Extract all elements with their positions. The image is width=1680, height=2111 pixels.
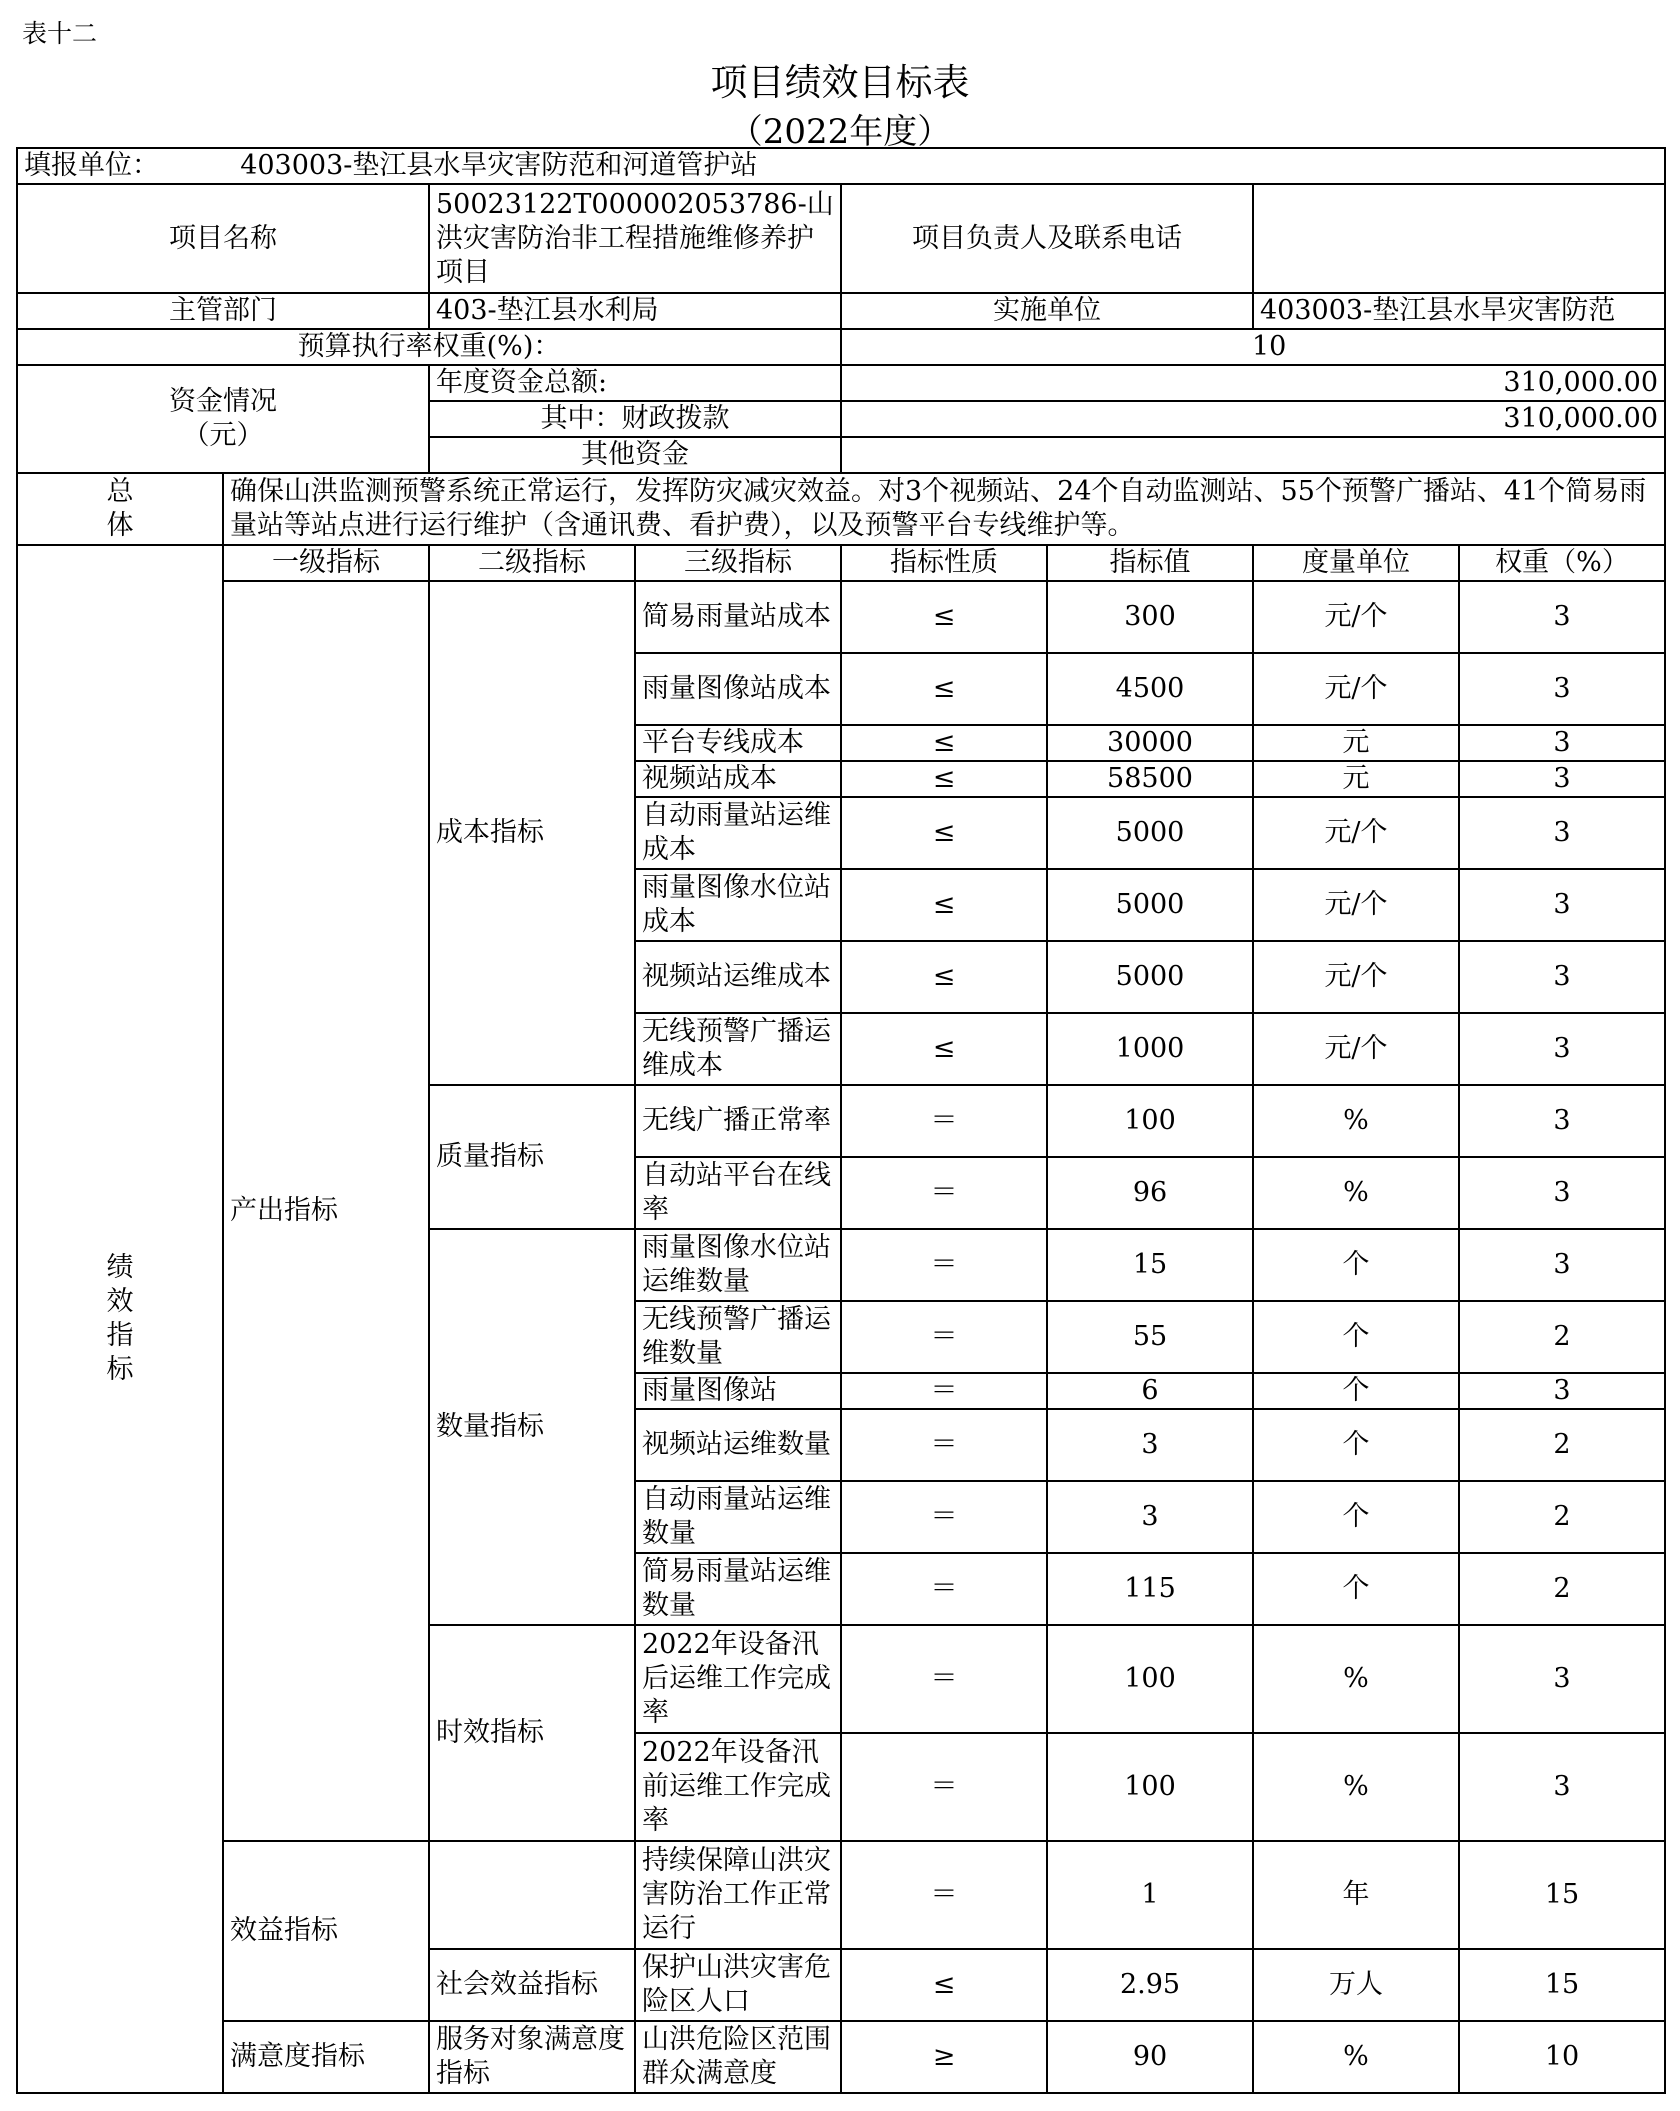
indicator-unit: 元 (1253, 725, 1459, 761)
indicator-nature: ＝ (841, 1373, 1047, 1409)
perf-label-char: 效 (106, 1286, 134, 1317)
indicator-weight: 2 (1459, 1409, 1665, 1481)
indicator-nature: ≤ (841, 761, 1047, 797)
overall-goal-row (17, 473, 1665, 545)
indicator-name: 平台专线成本 (635, 725, 841, 761)
indicator-unit: 年 (1253, 1841, 1459, 1949)
perf-label-char: 绩 (106, 1252, 134, 1283)
indicator-unit: 元/个 (1253, 797, 1459, 869)
indicator-weight: 2 (1459, 1301, 1665, 1373)
indicator-value: 90 (1047, 2021, 1253, 2093)
indicator-unit: 个 (1253, 1553, 1459, 1625)
annual-total-label: 年度资金总额: (429, 365, 841, 401)
indicator-nature: ＝ (841, 1085, 1047, 1157)
other-funds-label: 其他资金 (429, 437, 841, 473)
indicator-unit: % (1253, 2021, 1459, 2093)
indicator-name: 简易雨量站成本 (635, 581, 841, 653)
column-header-level1: 一级指标 (223, 545, 429, 581)
indicator-name: 自动雨量站运维成本 (635, 797, 841, 869)
table-number: 表十二 (22, 19, 98, 48)
indicator-value: 300 (1047, 581, 1253, 653)
indicator-nature: ＝ (841, 1229, 1047, 1301)
project-name-value: 50023122T000002053786-山洪灾害防治非工程措施维修养护项目 (429, 184, 841, 293)
indicator-name: 视频站运维数量 (635, 1409, 841, 1481)
indicator-unit: 元/个 (1253, 581, 1459, 653)
indicator-weight: 3 (1459, 869, 1665, 941)
group-satisfaction-sub: 服务对象满意度指标 (429, 2021, 635, 2093)
group-satisfaction: 满意度指标 (223, 2021, 429, 2093)
indicator-weight: 2 (1459, 1553, 1665, 1625)
reporting-unit-value: 403003-垫江县水旱灾害防范和河道管护站 (240, 150, 758, 181)
page-title: 项目绩效目标表 (710, 61, 970, 104)
indicator-value: 1 (1047, 1841, 1253, 1949)
indicator-nature: ＝ (841, 1625, 1047, 1733)
performance-target-table (16, 147, 1666, 2094)
group-quantity: 数量指标 (429, 1229, 635, 1625)
funds-unit: （元） (182, 420, 264, 451)
indicator-value: 100 (1047, 1085, 1253, 1157)
indicator-value: 30000 (1047, 725, 1253, 761)
group-benefit: 效益指标 (223, 1841, 429, 2021)
indicator-value: 6 (1047, 1373, 1253, 1409)
indicator-value: 5000 (1047, 869, 1253, 941)
indicator-name: 自动站平台在线率 (635, 1157, 841, 1229)
indicator-weight: 3 (1459, 1373, 1665, 1409)
indicator-nature: ≥ (841, 2021, 1047, 2093)
indicator-unit: 元 (1253, 761, 1459, 797)
implementing-unit-label: 实施单位 (841, 293, 1253, 329)
indicator-unit: 个 (1253, 1373, 1459, 1409)
indicator-nature: ≤ (841, 869, 1047, 941)
indicator-value: 115 (1047, 1553, 1253, 1625)
annual-total-value: 310,000.00 (841, 365, 1665, 401)
indicator-nature: ＝ (841, 1157, 1047, 1229)
indicator-nature: ≤ (841, 653, 1047, 725)
indicator-nature: ≤ (841, 1949, 1047, 2021)
indicator-nature: ＝ (841, 1409, 1047, 1481)
indicator-unit: 个 (1253, 1409, 1459, 1481)
indicator-weight: 3 (1459, 1013, 1665, 1085)
indicator-weight: 3 (1459, 1157, 1665, 1229)
indicator-nature: ≤ (841, 1013, 1047, 1085)
reporting-unit-label: 填报单位： (24, 150, 159, 181)
group-quality: 质量指标 (429, 1085, 635, 1229)
group-social-benefit: 社会效益指标 (429, 1949, 635, 2021)
indicator-weight: 15 (1459, 1949, 1665, 2021)
indicator-header-row (17, 545, 1665, 581)
indicator-unit: 元/个 (1253, 653, 1459, 725)
overall-label-char: 体 (106, 510, 134, 541)
overall-label-char: 总 (106, 476, 134, 507)
indicator-unit: 个 (1253, 1229, 1459, 1301)
indicator-value: 3 (1047, 1481, 1253, 1553)
indicator-value: 15 (1047, 1229, 1253, 1301)
indicator-unit: 万人 (1253, 1949, 1459, 2021)
performance-indicators-label (17, 545, 223, 2093)
group-benefit-sub (429, 1841, 635, 1949)
indicator-weight: 3 (1459, 941, 1665, 1013)
indicator-name: 山洪危险区范围群众满意度 (635, 2021, 841, 2093)
indicator-unit: % (1253, 1733, 1459, 1841)
department-value: 403-垫江县水利局 (429, 293, 841, 329)
indicator-value: 5000 (1047, 941, 1253, 1013)
column-header-value: 指标值 (1047, 545, 1253, 581)
column-header-weight: 权重（%） (1459, 545, 1665, 581)
budget-rate-row (17, 329, 1665, 365)
indicator-name: 2022年设备汛前运维工作完成率 (635, 1733, 841, 1841)
indicator-nature: ＝ (841, 1841, 1047, 1949)
other-funds-value (841, 437, 1665, 473)
table-row (17, 2021, 1665, 2093)
indicator-value: 5000 (1047, 797, 1253, 869)
indicator-name: 雨量图像水位站运维数量 (635, 1229, 841, 1301)
column-header-nature: 指标性质 (841, 545, 1047, 581)
overall-goal-label (17, 473, 223, 545)
indicator-nature: ＝ (841, 1733, 1047, 1841)
indicator-value: 1000 (1047, 1013, 1253, 1085)
indicator-value: 58500 (1047, 761, 1253, 797)
overall-goal-text: 确保山洪监测预警系统正常运行，发挥防灾减灾效益。对3个视频站、24个自动监测站、55个预警广播站、41个简易雨量站等站点进行运行维护（含通讯费、看护费），以及预警平台专线维护等。 (223, 473, 1665, 545)
indicator-unit: 元/个 (1253, 1013, 1459, 1085)
indicator-name: 雨量图像站成本 (635, 653, 841, 725)
indicator-weight: 3 (1459, 581, 1665, 653)
indicator-weight: 3 (1459, 761, 1665, 797)
indicator-name: 2022年设备汛后运维工作完成率 (635, 1625, 841, 1733)
indicator-weight: 2 (1459, 1481, 1665, 1553)
group-output: 产出指标 (223, 581, 429, 1841)
indicator-name: 无线预警广播运维成本 (635, 1013, 841, 1085)
indicator-unit: 元/个 (1253, 941, 1459, 1013)
perf-label-char: 指 (106, 1320, 134, 1351)
fiscal-label: 其中：财政拨款 (429, 401, 841, 437)
reporting-unit-row (17, 148, 1665, 184)
indicator-value: 100 (1047, 1733, 1253, 1841)
indicator-name: 持续保障山洪灾害防治工作正常运行 (635, 1841, 841, 1949)
project-name-row (17, 184, 1665, 293)
indicator-name: 雨量图像站 (635, 1373, 841, 1409)
group-cost: 成本指标 (429, 581, 635, 1085)
table-row (17, 1841, 1665, 1949)
indicator-name: 保护山洪灾害危险区人口 (635, 1949, 841, 2021)
indicator-name: 雨量图像水位站成本 (635, 869, 841, 941)
indicator-name: 无线广播正常率 (635, 1085, 841, 1157)
indicator-unit: % (1253, 1625, 1459, 1733)
indicator-nature: ≤ (841, 941, 1047, 1013)
column-header-level2: 二级指标 (429, 545, 635, 581)
indicator-weight: 10 (1459, 2021, 1665, 2093)
indicator-value: 2.95 (1047, 1949, 1253, 2021)
contact-label: 项目负责人及联系电话 (841, 184, 1253, 293)
indicator-name: 简易雨量站运维数量 (635, 1553, 841, 1625)
budget-rate-label: 预算执行率权重(%)： (17, 329, 841, 365)
indicator-unit: % (1253, 1085, 1459, 1157)
indicator-value: 55 (1047, 1301, 1253, 1373)
indicator-weight: 15 (1459, 1841, 1665, 1949)
annual-total-row (17, 365, 1665, 401)
indicator-name: 无线预警广播运维数量 (635, 1301, 841, 1373)
indicator-weight: 3 (1459, 1229, 1665, 1301)
indicator-nature: ≤ (841, 725, 1047, 761)
reporting-unit-cell (17, 148, 1665, 184)
indicator-weight: 3 (1459, 1625, 1665, 1733)
indicator-weight: 3 (1459, 725, 1665, 761)
page-subtitle-year: （2022年度） (728, 112, 952, 152)
indicator-nature: ＝ (841, 1301, 1047, 1373)
perf-label-char: 标 (106, 1354, 134, 1385)
indicator-value: 96 (1047, 1157, 1253, 1229)
indicator-nature: ≤ (841, 581, 1047, 653)
indicator-unit: 元/个 (1253, 869, 1459, 941)
funds-label-cell (17, 365, 429, 473)
indicator-nature: ＝ (841, 1553, 1047, 1625)
indicator-weight: 3 (1459, 1085, 1665, 1157)
indicator-nature: ≤ (841, 797, 1047, 869)
table-row (17, 581, 1665, 653)
project-name-label: 项目名称 (17, 184, 429, 293)
indicator-unit: 个 (1253, 1301, 1459, 1373)
funds-label: 资金情况 (169, 386, 277, 417)
department-label: 主管部门 (17, 293, 429, 329)
indicator-weight: 3 (1459, 653, 1665, 725)
contact-value (1253, 184, 1665, 293)
indicator-name: 视频站运维成本 (635, 941, 841, 1013)
indicator-value: 3 (1047, 1409, 1253, 1481)
implementing-unit-value: 403003-垫江县水旱灾害防范 (1253, 293, 1665, 329)
indicator-name: 自动雨量站运维数量 (635, 1481, 841, 1553)
indicator-unit: % (1253, 1157, 1459, 1229)
indicator-value: 100 (1047, 1625, 1253, 1733)
fiscal-value: 310,000.00 (841, 401, 1665, 437)
budget-rate-value: 10 (841, 329, 1665, 365)
column-header-unit: 度量单位 (1253, 545, 1459, 581)
indicator-weight: 3 (1459, 1733, 1665, 1841)
department-row (17, 293, 1665, 329)
group-timeliness: 时效指标 (429, 1625, 635, 1841)
column-header-level3: 三级指标 (635, 545, 841, 581)
indicator-nature: ＝ (841, 1481, 1047, 1553)
indicator-name: 视频站成本 (635, 761, 841, 797)
indicator-weight: 3 (1459, 797, 1665, 869)
indicator-unit: 个 (1253, 1481, 1459, 1553)
indicator-value: 4500 (1047, 653, 1253, 725)
